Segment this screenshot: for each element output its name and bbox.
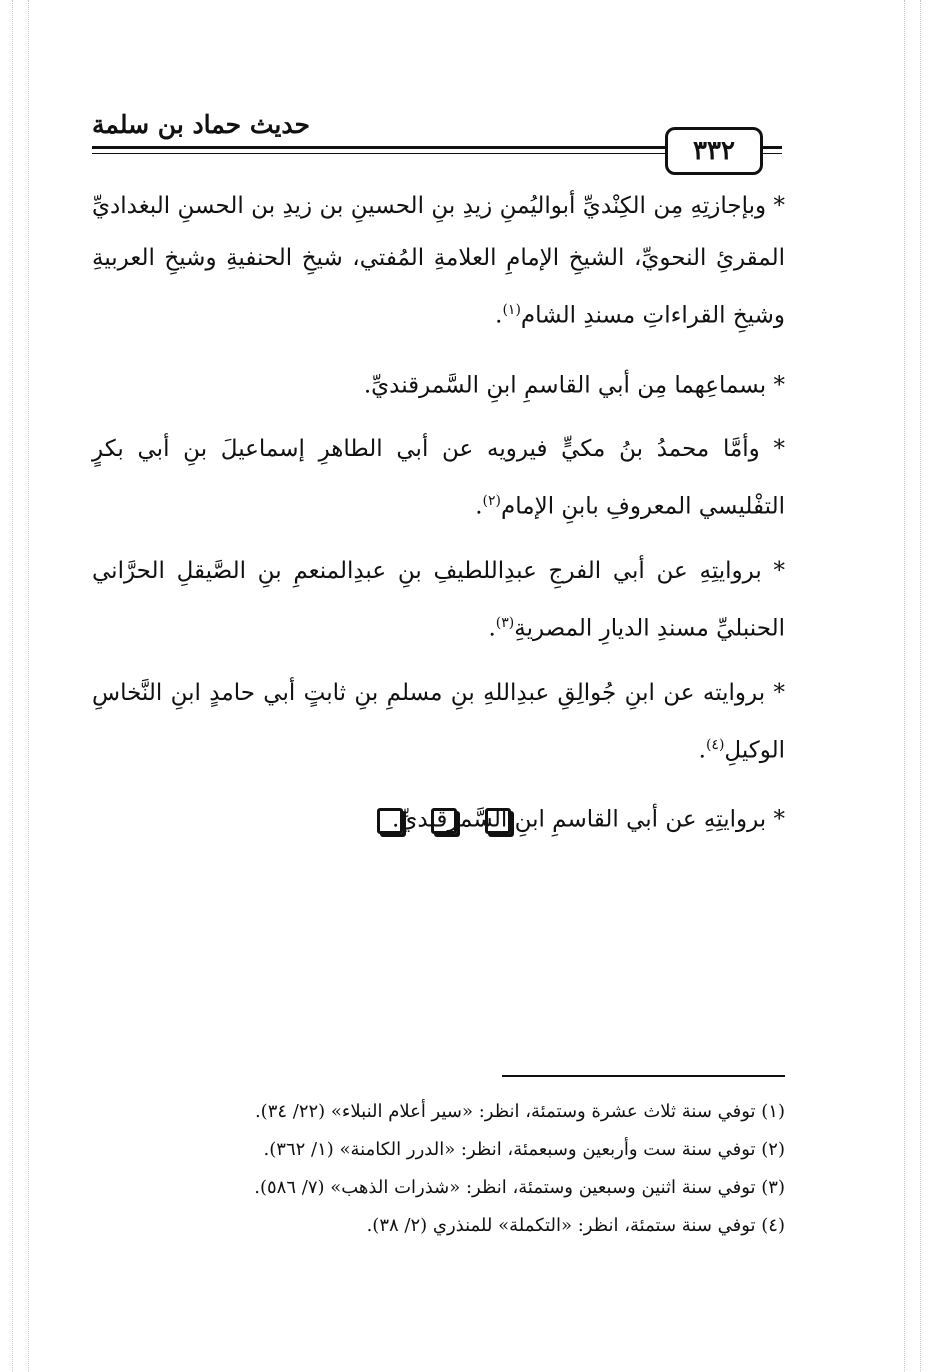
square-ornament-icon: [377, 808, 403, 834]
scan-margin-line: [28, 0, 29, 1372]
paragraph-end: .: [488, 615, 496, 642]
paragraph: [92, 423, 785, 533]
paragraph-end: .: [475, 493, 483, 520]
paragraph: [92, 180, 785, 342]
footnote: (٣) توفي سنة اثنين وسبعين وستمئة، انظر: «شذرات الذهب» (٧/ ٥٨٦).: [254, 1177, 785, 1198]
main-text: [92, 180, 785, 858]
paragraph-text: * بروايته عن ابنِ جُوالِقِ عبدِاللهِ بنِ مسلمِ بنِ ثابتٍ أبي حامدٍ ابنِ النَّخاسِ الوكيلِ: [92, 679, 785, 764]
paragraph: [92, 354, 785, 412]
square-ornament-icon: [431, 808, 457, 834]
paragraph: [92, 667, 785, 777]
paragraph-text: * وأمَّا محمدُ بنُ مكيٍّ فيرويه عن أبي الطاهرِ إسماعيلَ بنِ أبي بكرٍ التفْليسي المعروفِ بابنِ الإمام: [92, 436, 785, 520]
footnotes: [200, 1093, 785, 1245]
footnote-rule: [502, 1075, 785, 1077]
paragraph-end: .: [495, 302, 503, 329]
section-separator: [377, 808, 511, 834]
scan-margin-line: [12, 0, 13, 1372]
paragraph-text: * بسماعِهما مِن أبي القاسمِ ابنِ السَّمرقنديِّ.: [363, 372, 785, 399]
footnote-marker: (٤): [705, 736, 725, 753]
paragraph: [92, 545, 785, 655]
header-rule-right: [760, 153, 782, 154]
scan-margin-line: [920, 0, 921, 1372]
paragraph-text: * بروايتِهِ عن أبي القاسمِ ابنِ السَّمرقنديِّ.: [392, 806, 785, 833]
header-rule-right: [760, 146, 782, 149]
scan-margin-line: [904, 0, 905, 1372]
footnote: (١) توفي سنة ثلاث عشرة وستمئة، انظر: «سير أعلام النبلاء» (٢٢/ ٣٤).: [254, 1101, 785, 1122]
footnote: (٤) توفي سنة ستمئة، انظر: «التكملة» للمنذري (٢/ ٣٨).: [366, 1215, 785, 1236]
page-number: ٣٣٢: [665, 127, 763, 175]
paragraph-text: * وبإجازتِهِ مِن الكِنْديِّ أبواليُمنِ زيدِ بنِ الحسينِ بن زيدِ بن الحسنِ البغداديِّ المقرئِ النحويِّ، الشيخِ الإمامِ العلامةِ المُفتي، شيخِ الحنفيةِ وشيخِ العربيةِ وشيخِ القراءاتِ مسندِ الشام: [92, 193, 785, 329]
paragraph-text: * بروايتِهِ عن أبي الفرجِ عبدِاللطيفِ بنِ عبدِالمنعمِ بنِ الصَّيقلِ الحرَّاني الحنبليِّ مسندِ الديارِ المصريةِ: [92, 557, 785, 642]
square-ornament-icon: [485, 808, 511, 834]
paragraph-end: .: [698, 737, 706, 764]
footnote: (٢) توفي سنة ست وأربعين وسبعمئة، انظر: «الدرر الكامنة» (١/ ٣٦٢).: [263, 1139, 785, 1160]
footnote-marker: (٢): [482, 493, 502, 510]
running-header-title: حديث حماد بن سلمة: [92, 110, 310, 139]
footnote-marker: (١): [502, 302, 521, 318]
footnote-marker: (٣): [495, 614, 515, 631]
